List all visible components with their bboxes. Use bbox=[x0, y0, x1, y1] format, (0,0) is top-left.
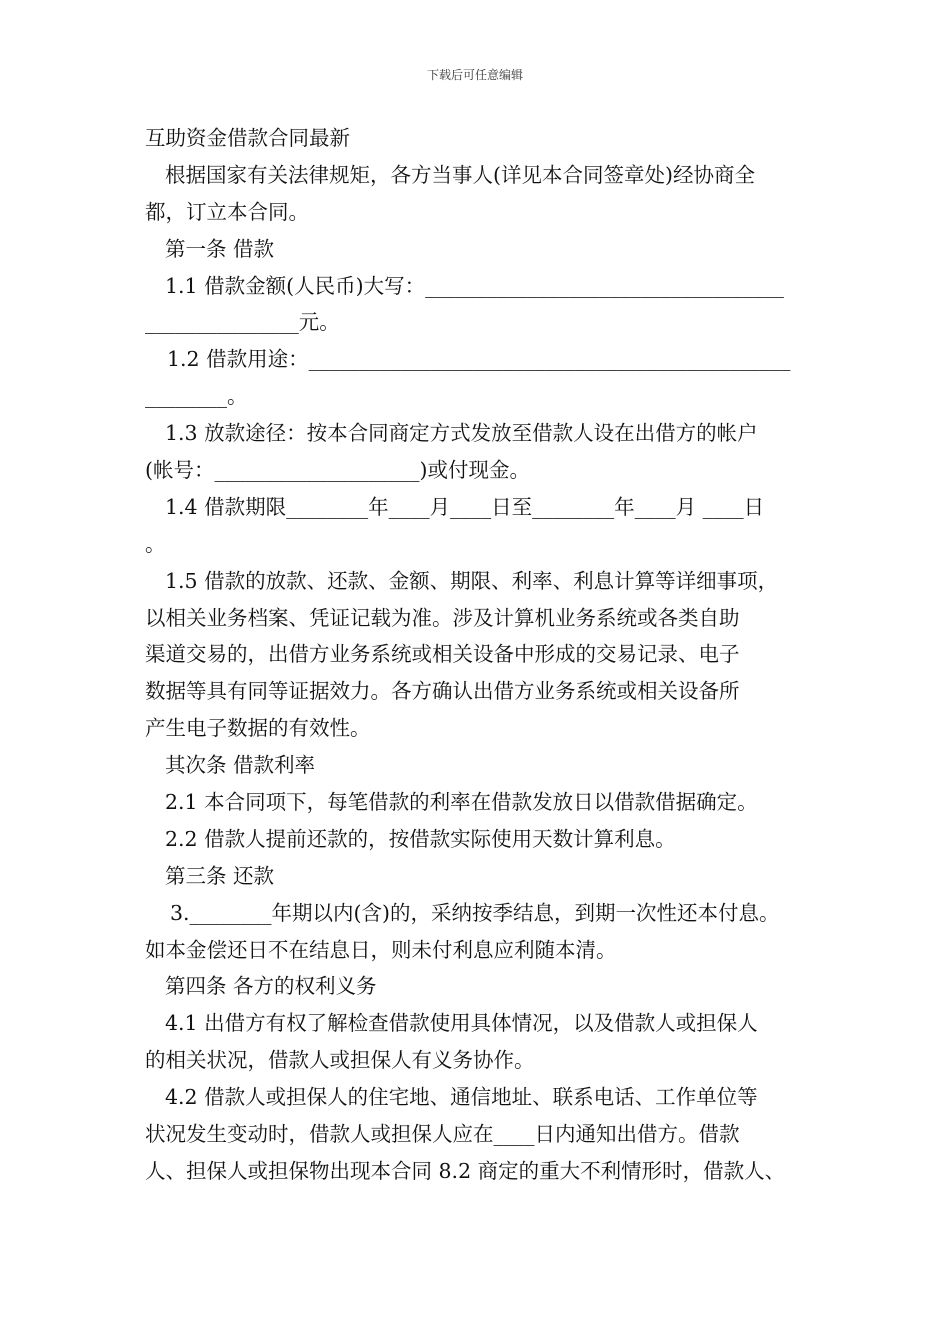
header-note: 下载后可任意编辑 bbox=[426, 68, 523, 82]
clause-line: 1.3 放款途径：按本合同商定方式发放至借款人设在出借方的帐户 bbox=[165, 421, 758, 446]
paragraph-line: 根据国家有关法律规矩，各方当事人(详见本合同签章处)经协商全 bbox=[165, 162, 755, 187]
clause-line: 4.2 借款人或担保人的住宅地、通信地址、联系电话、工作单位等 bbox=[165, 1085, 758, 1110]
section-heading: 第一条 借款 bbox=[165, 236, 275, 261]
clause-line: 1.1 借款金额(人民币)大写：___________________________________ bbox=[165, 273, 784, 298]
clause-line: 2.1 本合同项下，每笔借款的利率在借款发放日以借款借据确定。 bbox=[165, 790, 758, 815]
clause-line: 如本金偿还日不在结息日，则未付利息应利随本清。 bbox=[145, 937, 617, 962]
clause-line: (帐号：____________________)或付现金。 bbox=[145, 458, 530, 483]
clause-line: 1.2 借款用途：_______________________________________________ bbox=[167, 347, 791, 372]
clause-line: 以相关业务档案、凭证记载为准。涉及计算机业务系统或各类自助 bbox=[145, 605, 740, 630]
section-heading: 第四条 各方的权利义务 bbox=[165, 974, 377, 999]
clause-line: 4.1 出借方有权了解检查借款使用具体情况，以及借款人或担保人 bbox=[165, 1011, 758, 1036]
contract-body bbox=[145, 120, 825, 1190]
clause-line: 状况发生变动时，借款人或担保人应在____日内通知出借方。借款 bbox=[145, 1122, 740, 1147]
clause-line: 1.4 借款期限________年____月____日至________年____月 ____日 bbox=[165, 494, 765, 519]
clause-line: _______________元。 bbox=[145, 310, 340, 335]
clause-line: 人、担保人或担保物出现本合同 8.2 商定的重大不利情形时，借款人、 bbox=[145, 1158, 786, 1183]
clause-line: 的相关状况，借款人或担保人有义务协作。 bbox=[145, 1048, 535, 1073]
clause-line: ________。 bbox=[145, 384, 248, 409]
clause-line: 2.2 借款人提前还款的，按借款实际使用天数计算利息。 bbox=[165, 826, 676, 851]
section-heading: 其次条 借款利率 bbox=[165, 753, 316, 778]
document-title: 互助资金借款合同最新 bbox=[145, 126, 350, 150]
clause-line: 渠道交易的，出借方业务系统或相关设备中形成的交易记录、电子 bbox=[145, 642, 740, 667]
paragraph-line: 都，订立本合同。 bbox=[145, 199, 309, 224]
clause-line: 3.________年期以内(含)的，采纳按季结息，到期一次性还本付息。 bbox=[170, 900, 780, 925]
section-heading: 第三条 还款 bbox=[165, 863, 275, 888]
clause-line: 产生电子数据的有效性。 bbox=[145, 716, 371, 741]
clause-line: 1.5 借款的放款、还款、金额、期限、利率、利息计算等详细事项， bbox=[165, 568, 779, 593]
clause-line: 。 bbox=[145, 531, 166, 556]
clause-line: 数据等具有同等证据效力。各方确认出借方业务系统或相关设备所 bbox=[145, 679, 740, 704]
